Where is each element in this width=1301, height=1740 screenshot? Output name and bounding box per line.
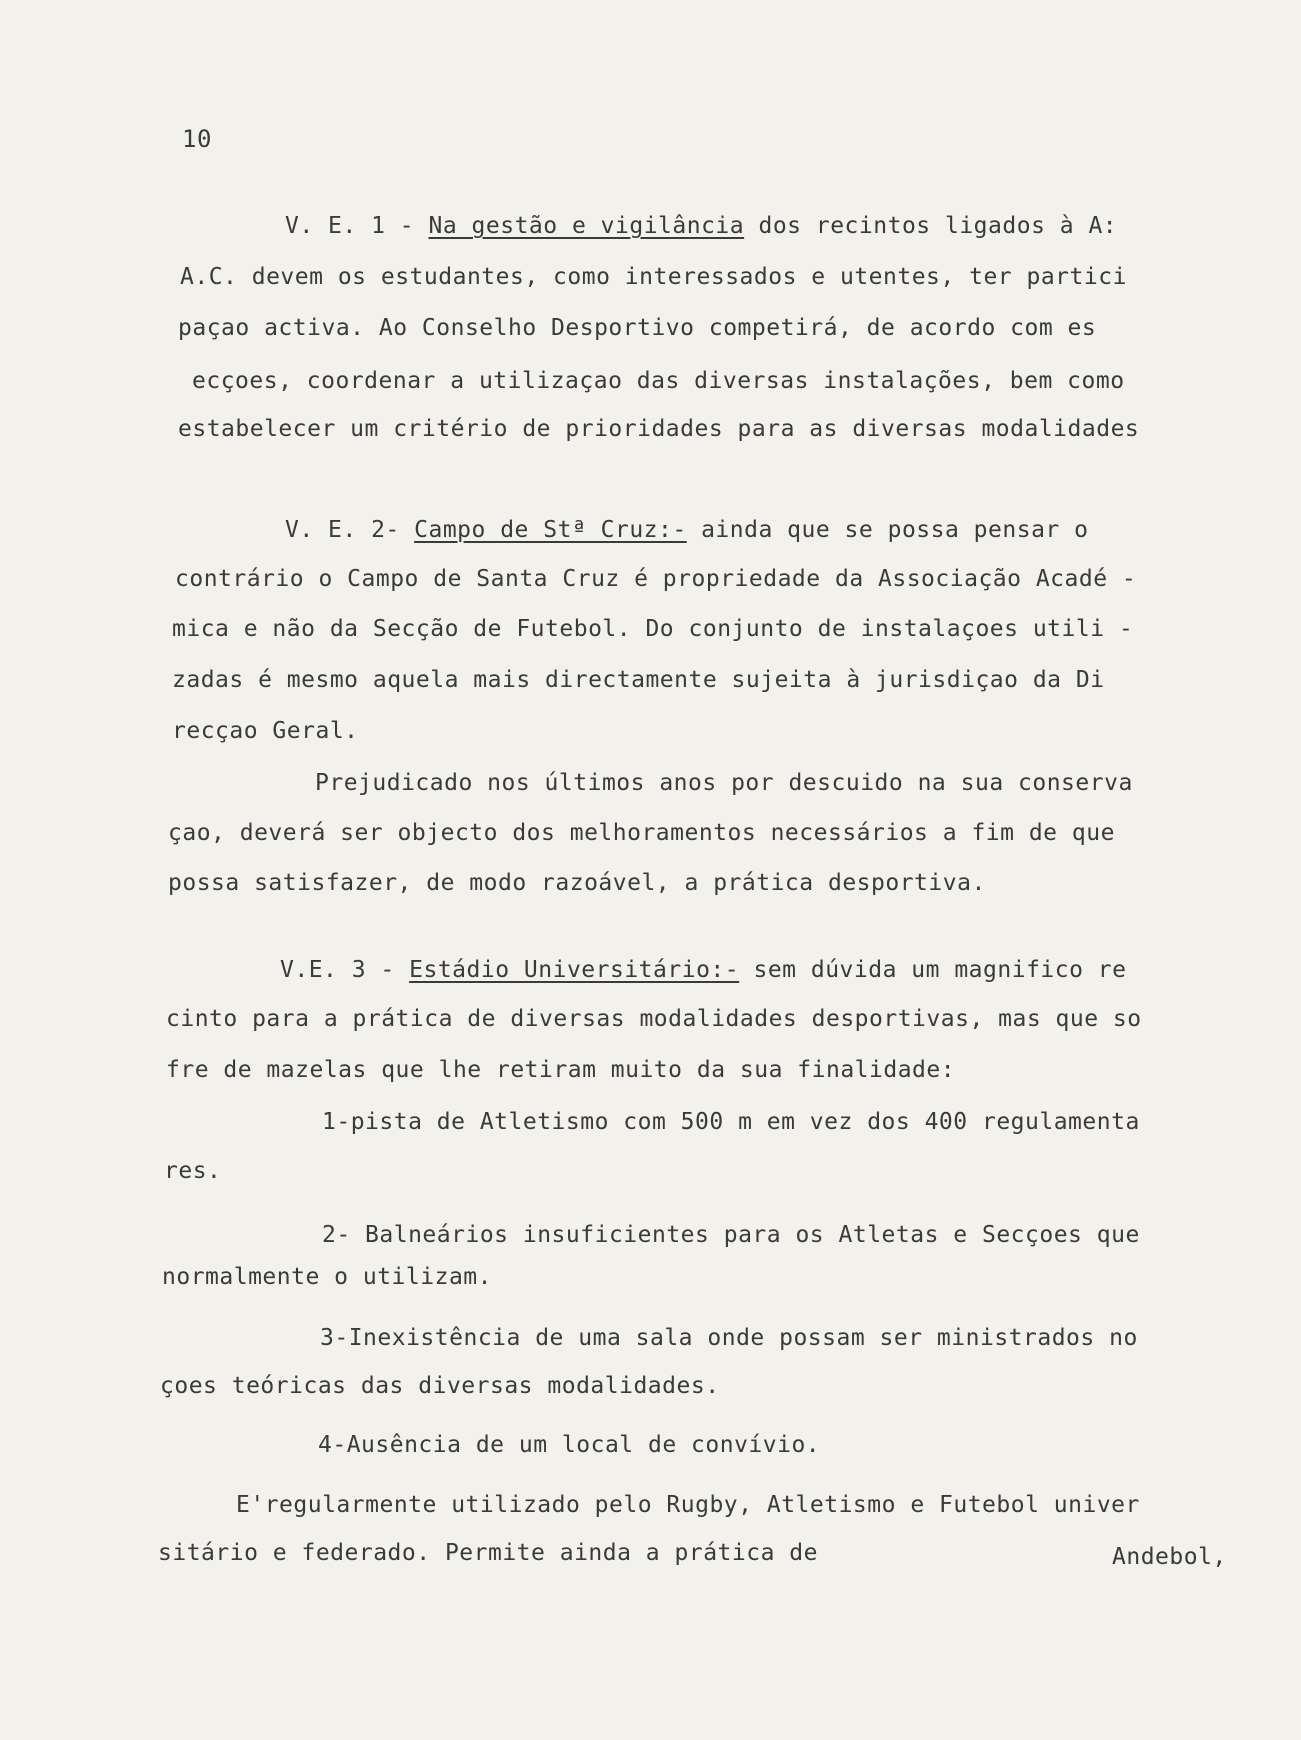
section-ve3-ref: V.E. 3 - [280, 957, 410, 983]
list-item: 1-pista de Atletismo com 500 m em vez dos 400 regulamenta [322, 1109, 1140, 1135]
text-line: possa satisfazer, de modo razoável, a prática desportiva. [168, 870, 986, 896]
section-ve3-line-1: V.E. 3 - Estádio Universitário:- sem dúvida um magnifico re [280, 957, 1127, 983]
text-line: çao, deverá ser objecto dos melhoramentos necessários a fim de que [168, 820, 1115, 846]
page-number: 10 [182, 125, 212, 153]
text-line: A.C. devem os estudantes, como interessados e utentes, ter partici [180, 264, 1127, 290]
list-item-continuation: çoes teóricas das diversas modalidades. [160, 1373, 720, 1399]
section-ve1-line-1: V. E. 1 - Na gestão e vigilância dos recintos ligados à A: [285, 213, 1118, 239]
list-item: 3-Inexistência de uma sala onde possam ser ministrados no [320, 1325, 1138, 1351]
text-line: recçao Geral. [172, 718, 359, 744]
text-line: ecçoes, coordenar a utilizaçao das diversas instalações, bem como [192, 368, 1125, 394]
list-item-continuation: normalmente o utilizam. [162, 1264, 492, 1290]
text-line-end: Andebol, [1112, 1544, 1227, 1570]
section-ve2-ref: V. E. 2- [285, 517, 415, 543]
list-item: 2- Balneários insuficientes para os Atletas e Secçoes que [322, 1222, 1140, 1248]
section-ve1-ref: V. E. 1 - [285, 213, 429, 239]
text-line: sitário e federado. Permite ainda a prática de [158, 1540, 818, 1566]
list-item: 4-Ausência de um local de convívio. [318, 1432, 821, 1458]
list-item-continuation: res. [164, 1158, 222, 1184]
text-line: Prejudicado nos últimos anos por descuido na sua conserva [315, 770, 1133, 796]
text-line: mica e não da Secção de Futebol. Do conjunto de instalaçoes utili - [172, 616, 1134, 642]
text-line: estabelecer um critério de prioridades para as diversas modalidades [178, 416, 1140, 442]
text-line: cinto para a prática de diversas modalidades desportivas, mas que so [166, 1006, 1142, 1032]
text-line: contrário o Campo de Santa Cruz é propriedade da Associação Acadé - [175, 566, 1137, 592]
text-line: fre de mazelas que lhe retiram muito da sua finalidade: [166, 1057, 956, 1083]
section-ve1-heading: Na gestão e vigilância [428, 213, 745, 239]
text-line: paçao activa. Ao Conselho Desportivo competirá, de acordo com es [178, 315, 1097, 341]
section-ve2-line-1: V. E. 2- Campo de Stª Cruz:- ainda que se possa pensar o [285, 517, 1089, 543]
section-ve3-heading: Estádio Universitário:- [409, 957, 740, 983]
section-ve2-heading: Campo de Stª Cruz:- [414, 517, 687, 543]
text-line: E'regularmente utilizado pelo Rugby, Atletismo e Futebol univer [236, 1492, 1140, 1518]
text-line: zadas é mesmo aquela mais directamente sujeita à jurisdiçao da Di [172, 667, 1105, 693]
